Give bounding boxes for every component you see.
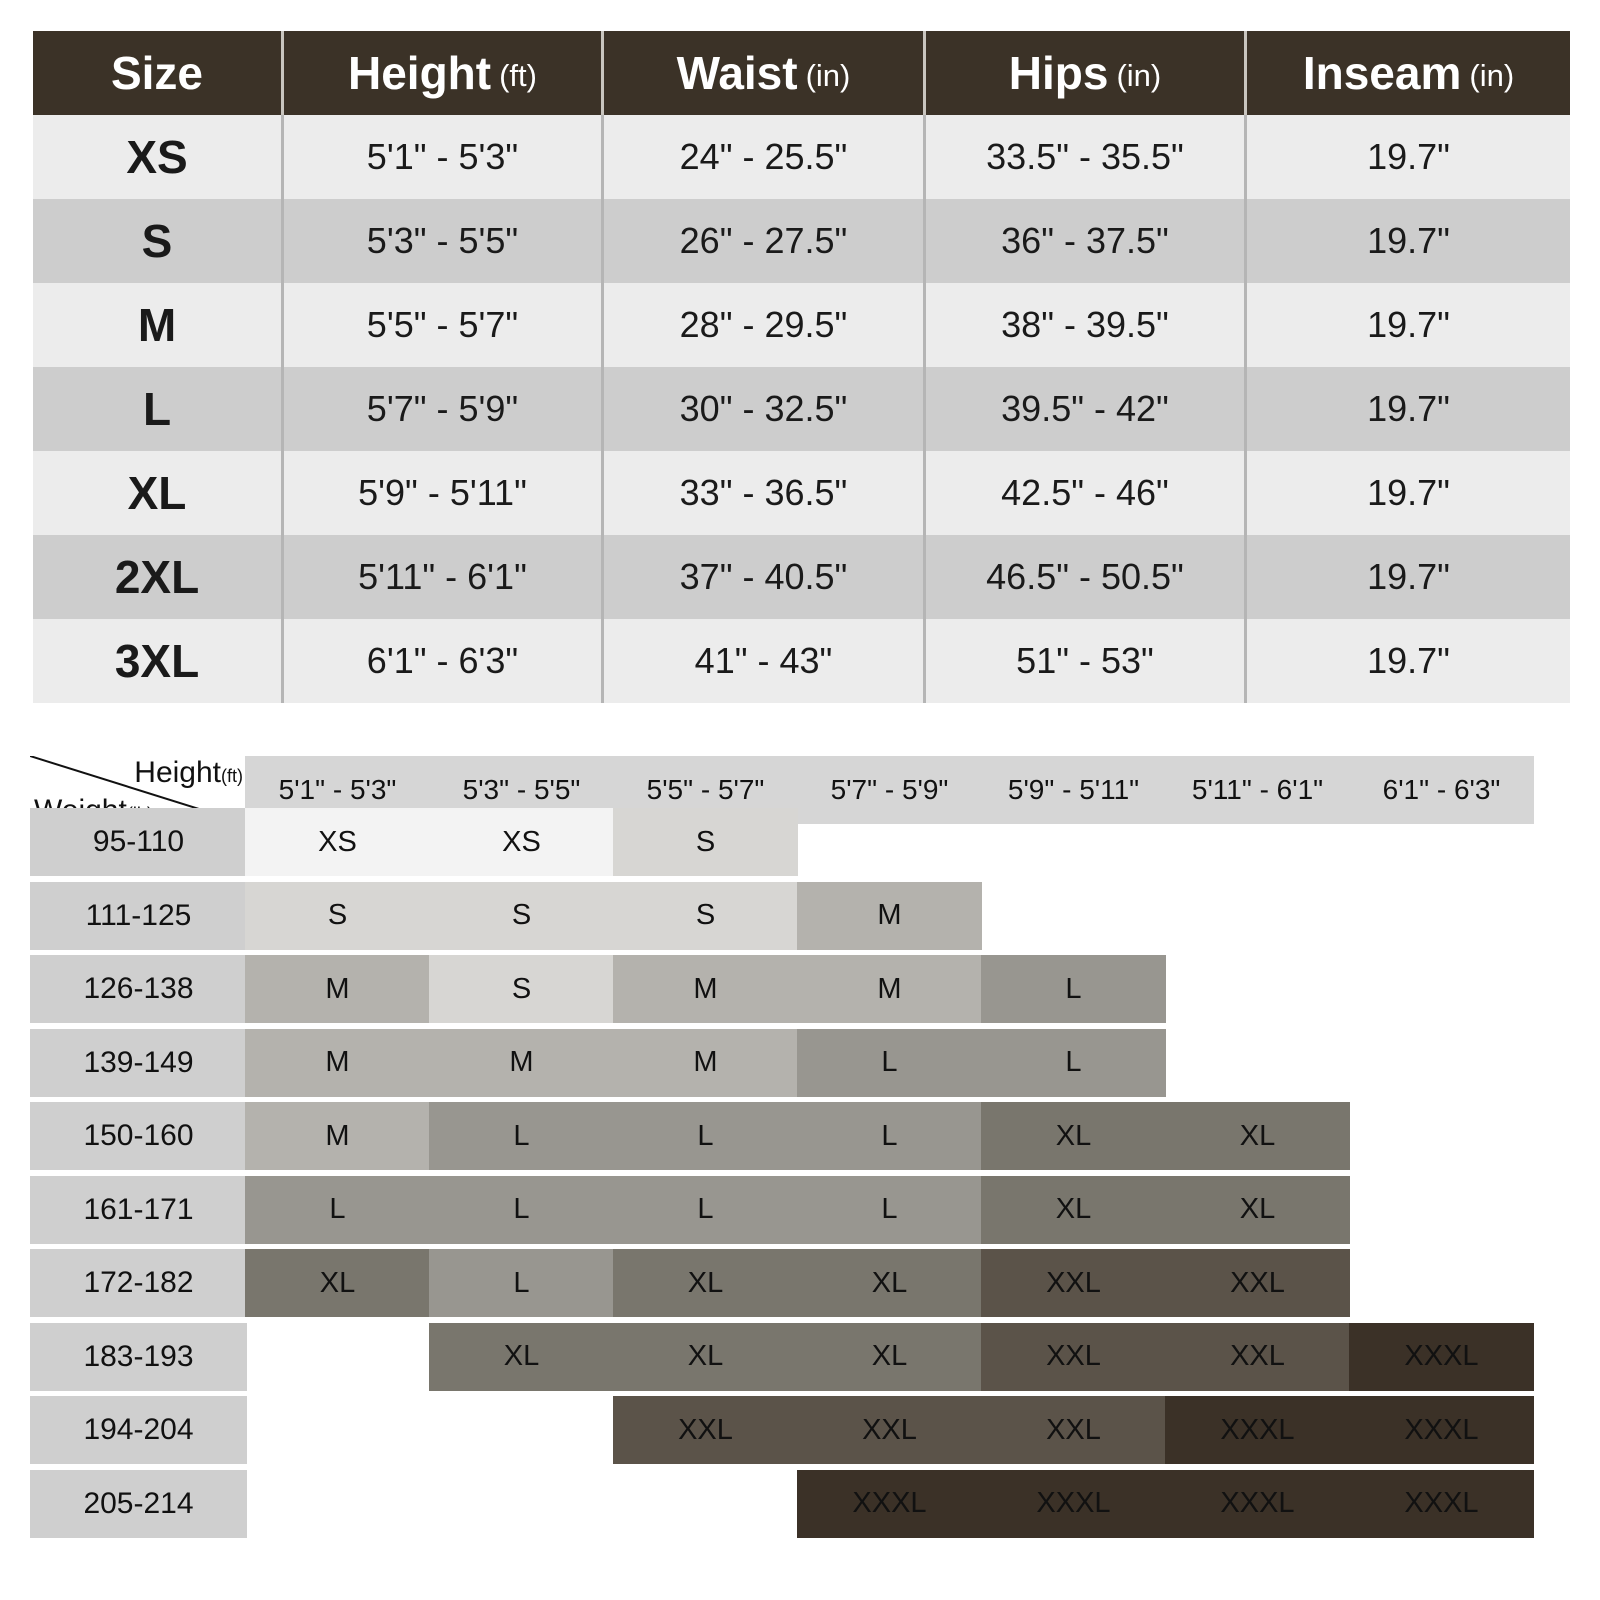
grid-size-cell: XL <box>245 1249 430 1317</box>
grid-size-cell: L <box>797 1176 982 1244</box>
size-row-size-cell: 2XL <box>114 551 200 603</box>
grid-size-cell: L <box>981 955 1166 1023</box>
grid-size-cell: L <box>429 1176 614 1244</box>
size-row-hips-cell: 51" - 53" <box>923 619 1244 703</box>
grid-weight-label: 172-182 <box>30 1249 247 1317</box>
grid-size-cell: XL <box>429 1323 614 1391</box>
grid-size-cell: XL <box>613 1249 798 1317</box>
size-row-inseam-cell: 19.7" <box>1244 283 1570 367</box>
size-row-size-cell: XL <box>127 467 187 519</box>
size-row <box>33 535 1570 619</box>
header-hips: Hips (in) <box>923 31 1244 115</box>
grid-size-cell: L <box>981 1029 1166 1097</box>
grid-size-cell: M <box>613 1029 798 1097</box>
grid-height-header: 5'9" - 5'11" <box>981 756 1166 824</box>
grid-size-cell: XXXL <box>1165 1396 1350 1464</box>
size-row-inseam-cell: 19.7" <box>1244 451 1570 535</box>
grid-size-cell: XL <box>797 1249 982 1317</box>
size-row-inseam-cell: 19.7" <box>1244 619 1570 703</box>
grid-size-cell: M <box>429 1029 614 1097</box>
grid-size-cell: S <box>613 882 798 950</box>
grid-height-header: 6'1" - 6'3" <box>1349 756 1534 824</box>
size-row-height-cell: 5'1" - 5'3" <box>281 115 601 199</box>
grid-size-cell: L <box>429 1249 614 1317</box>
grid-weight-label: 126-138 <box>30 955 247 1023</box>
grid-size-cell: XS <box>429 808 614 876</box>
grid-height-header: 5'1" - 5'3" <box>245 756 430 824</box>
grid-weight-label: 111-125 <box>30 882 247 950</box>
grid-size-cell: L <box>429 1102 614 1170</box>
grid-size-cell: XL <box>981 1176 1166 1244</box>
grid-size-cell: XXL <box>613 1396 798 1464</box>
grid-size-cell: XL <box>613 1323 798 1391</box>
size-row <box>33 619 1570 703</box>
grid-height-header: 5'11" - 6'1" <box>1165 756 1350 824</box>
grid-size-cell: XXXL <box>1349 1396 1534 1464</box>
size-row <box>33 367 1570 451</box>
size-row <box>33 199 1570 283</box>
grid-weight-label: 95-110 <box>30 808 247 876</box>
grid-size-cell: XXXL <box>797 1470 982 1538</box>
size-row <box>33 451 1570 535</box>
grid-size-cell: L <box>797 1029 982 1097</box>
grid-weight-label: 161-171 <box>30 1176 247 1244</box>
size-row-size-cell: M <box>137 299 177 351</box>
grid-size-cell: M <box>797 955 982 1023</box>
header-waist: Waist (in) <box>601 31 923 115</box>
size-row-height-cell: 5'9" - 5'11" <box>281 451 601 535</box>
grid-size-cell: S <box>429 882 614 950</box>
grid-size-cell: XXL <box>1165 1249 1350 1317</box>
grid-size-cell: XS <box>245 808 430 876</box>
size-row-waist-cell: 33" - 36.5" <box>601 451 923 535</box>
size-row-waist-cell: 24" - 25.5" <box>601 115 923 199</box>
grid-size-cell: XL <box>1165 1102 1350 1170</box>
size-row-waist-cell: 28" - 29.5" <box>601 283 923 367</box>
size-row-height-cell: 5'11" - 6'1" <box>281 535 601 619</box>
size-row-hips-cell: 39.5" - 42" <box>923 367 1244 451</box>
grid-size-cell: M <box>797 882 982 950</box>
size-row-size-cell: L <box>142 383 172 435</box>
size-row-hips-cell: 38" - 39.5" <box>923 283 1244 367</box>
size-row-waist-cell: 26" - 27.5" <box>601 199 923 283</box>
size-row <box>33 115 1570 199</box>
grid-size-cell: M <box>245 1029 430 1097</box>
header-size: Size <box>110 47 204 99</box>
grid-size-cell: XL <box>797 1323 982 1391</box>
grid-size-cell: L <box>797 1102 982 1170</box>
grid-size-cell: M <box>613 955 798 1023</box>
grid-weight-label: 183-193 <box>30 1323 247 1391</box>
grid-size-cell: XXL <box>981 1249 1166 1317</box>
grid-size-cell: XXXL <box>1349 1470 1534 1538</box>
size-row-inseam-cell: 19.7" <box>1244 535 1570 619</box>
grid-size-cell: L <box>245 1176 430 1244</box>
size-row-size-cell: 3XL <box>114 635 200 687</box>
size-row-inseam-cell: 19.7" <box>1244 199 1570 283</box>
corner-height-label: Height(ft) <box>134 756 243 789</box>
grid-size-cell: XXXL <box>1349 1323 1534 1391</box>
grid-size-cell: XL <box>1165 1176 1350 1244</box>
grid-size-cell: M <box>245 955 430 1023</box>
grid-size-cell: S <box>429 955 614 1023</box>
grid-weight-label: 139-149 <box>30 1029 247 1097</box>
grid-size-cell: XXL <box>797 1396 982 1464</box>
size-row-height-cell: 5'3" - 5'5" <box>281 199 601 283</box>
size-row-waist-cell: 30" - 32.5" <box>601 367 923 451</box>
grid-size-cell: S <box>245 882 430 950</box>
size-row-height-cell: 6'1" - 6'3" <box>281 619 601 703</box>
size-row-height-cell: 5'7" - 5'9" <box>281 367 601 451</box>
size-row-hips-cell: 46.5" - 50.5" <box>923 535 1244 619</box>
size-row-waist-cell: 37" - 40.5" <box>601 535 923 619</box>
size-row <box>33 283 1570 367</box>
grid-size-cell: XXL <box>981 1323 1166 1391</box>
size-chart-table <box>33 31 1570 703</box>
grid-size-cell: XXXL <box>1165 1470 1350 1538</box>
grid-weight-label: 150-160 <box>30 1102 247 1170</box>
header-inseam: Inseam (in) <box>1244 31 1570 115</box>
size-row-waist-cell: 41" - 43" <box>601 619 923 703</box>
size-row-inseam-cell: 19.7" <box>1244 367 1570 451</box>
size-chart-header-row <box>33 31 1570 115</box>
size-row-hips-cell: 33.5" - 35.5" <box>923 115 1244 199</box>
grid-size-cell: M <box>245 1102 430 1170</box>
size-row-hips-cell: 36" - 37.5" <box>923 199 1244 283</box>
size-row-size-cell: XS <box>126 131 188 183</box>
grid-size-cell: S <box>613 808 798 876</box>
header-height: Height (ft) <box>281 31 601 115</box>
grid-size-cell: XL <box>981 1102 1166 1170</box>
grid-weight-label: 205-214 <box>30 1470 247 1538</box>
grid-height-header: 5'3" - 5'5" <box>429 756 614 824</box>
grid-size-cell: XXL <box>981 1396 1166 1464</box>
size-row-hips-cell: 42.5" - 46" <box>923 451 1244 535</box>
grid-height-header: 5'7" - 5'9" <box>797 756 982 824</box>
grid-size-cell: XXL <box>1165 1323 1350 1391</box>
grid-height-header: 5'5" - 5'7" <box>613 756 798 824</box>
grid-size-cell: L <box>613 1102 798 1170</box>
grid-weight-label: 194-204 <box>30 1396 247 1464</box>
grid-size-cell: XXXL <box>981 1470 1166 1538</box>
size-row-height-cell: 5'5" - 5'7" <box>281 283 601 367</box>
size-row-inseam-cell: 19.7" <box>1244 115 1570 199</box>
grid-size-cell: L <box>613 1176 798 1244</box>
size-row-size-cell: S <box>141 215 173 267</box>
